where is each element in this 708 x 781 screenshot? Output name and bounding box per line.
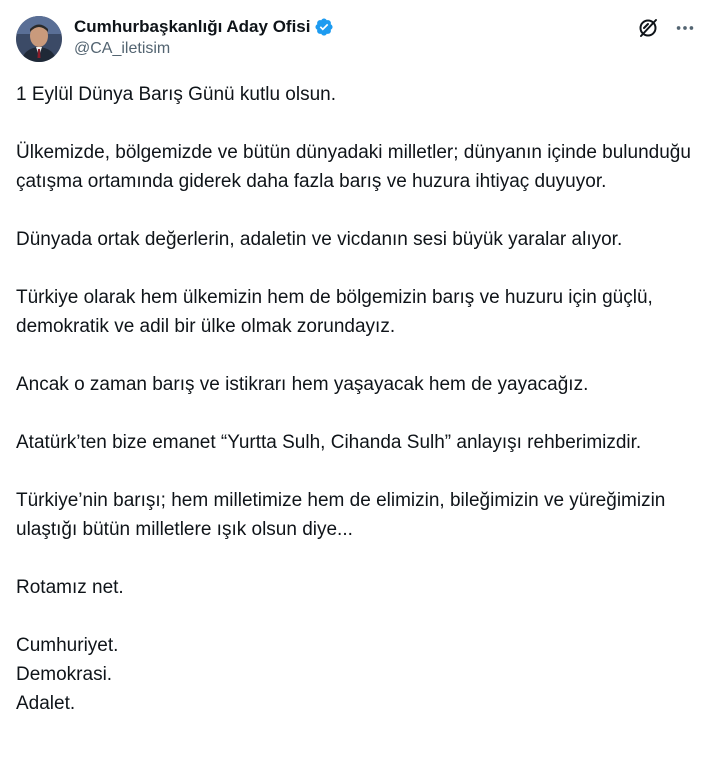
tweet-paragraph: Türkiye’nin barışı; hem milletimize hem de elimizin, bileğimizin ve yüreğimizin ulaştığı bütün milletlere ışık olsun diye... bbox=[16, 490, 666, 540]
tweet-paragraph: 1 Eylül Dünya Barış Günü kutlu olsun. bbox=[16, 84, 337, 105]
tweet-text bbox=[16, 80, 696, 718]
more-horizontal-icon[interactable] bbox=[674, 17, 696, 39]
tweet-paragraph: Demokrasi. bbox=[16, 664, 113, 685]
tweet-actions bbox=[636, 16, 696, 40]
tweet-paragraph: Rotamız net. bbox=[16, 577, 124, 598]
tweet-paragraph: Ancak o zaman barış ve istikrarı hem yaşayacak hem de yayacağız. bbox=[16, 374, 589, 395]
grok-icon[interactable] bbox=[636, 16, 660, 40]
tweet-paragraph: Cumhuriyet. bbox=[16, 635, 119, 656]
author-handle[interactable]: @CA_iletisim bbox=[74, 40, 171, 57]
display-name-row bbox=[74, 16, 334, 38]
avatar[interactable] bbox=[16, 16, 62, 62]
tweet-paragraph: Dünyada ortak değerlerin, adaletin ve vicdanın sesi büyük yaralar alıyor. bbox=[16, 229, 623, 250]
tweet-paragraph: Ülkemizde, bölgemizde ve bütün dünyadaki milletler; dünyanın içinde bulunduğu çatışma ortamında giderek daha fazla barış ve huzura ihtiyaç duyuyor. bbox=[16, 142, 691, 192]
tweet-header bbox=[16, 14, 696, 64]
tweet-paragraph: Atatürk’ten bize emanet “Yurtta Sulh, Cihanda Sulh” anlayışı rehberimizdir. bbox=[16, 432, 642, 453]
tweet-paragraph: Adalet. bbox=[16, 693, 76, 714]
display-name[interactable]: Cumhurbaşkanlığı Aday Ofisi bbox=[74, 17, 311, 36]
author-names bbox=[74, 16, 334, 58]
tweet-paragraph: Türkiye olarak hem ülkemizin hem de bölgemizin barış ve huzuru için güçlü, demokratik ve adil bir ülke olmak zorundayız. bbox=[16, 287, 653, 337]
verified-badge-icon bbox=[314, 17, 334, 37]
